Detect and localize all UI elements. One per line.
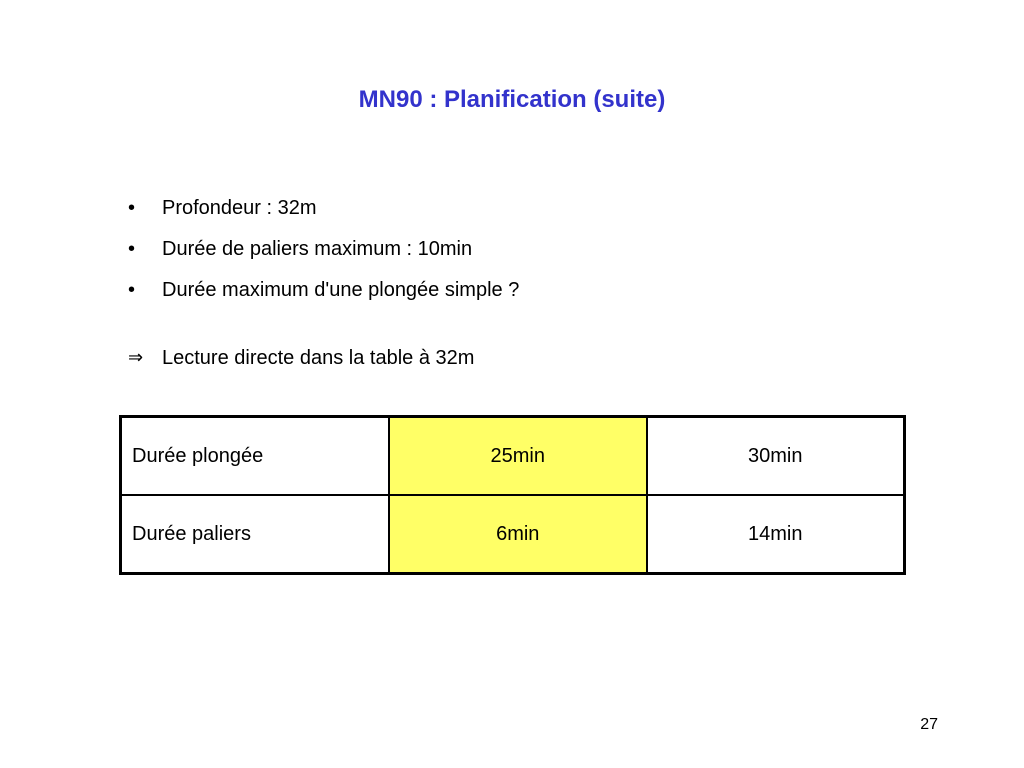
bullet-item [128,195,519,236]
bullet-text: Durée maximum d'une plongée simple ? [162,279,520,301]
implies-arrow-icon: ⇒ [128,347,144,368]
table-row [121,495,905,574]
bullet-item [128,277,519,318]
bullet-symbol: • [128,279,136,301]
bullet-list [128,195,519,318]
table-cell-highlighted: 25min [389,417,646,496]
page-number: 27 [920,716,938,733]
dive-table [119,415,906,575]
row-label: Durée paliers [121,495,390,574]
bullet-item [128,236,519,277]
row-label: Durée plongée [121,417,390,496]
table-cell-highlighted: 6min [389,495,646,574]
implication-line [128,345,474,371]
slide-title: MN90 : Planification (suite) [358,86,666,113]
bullet-text: Durée de paliers maximum : 10min [162,238,473,260]
implication-text: Lecture directe dans la table à 32m [162,347,475,369]
table-cell: 30min [647,417,905,496]
bullet-symbol: • [128,197,136,219]
bullet-symbol: • [128,238,136,260]
bullet-text: Profondeur : 32m [162,197,317,219]
table-row [121,417,905,496]
table-cell: 14min [647,495,905,574]
